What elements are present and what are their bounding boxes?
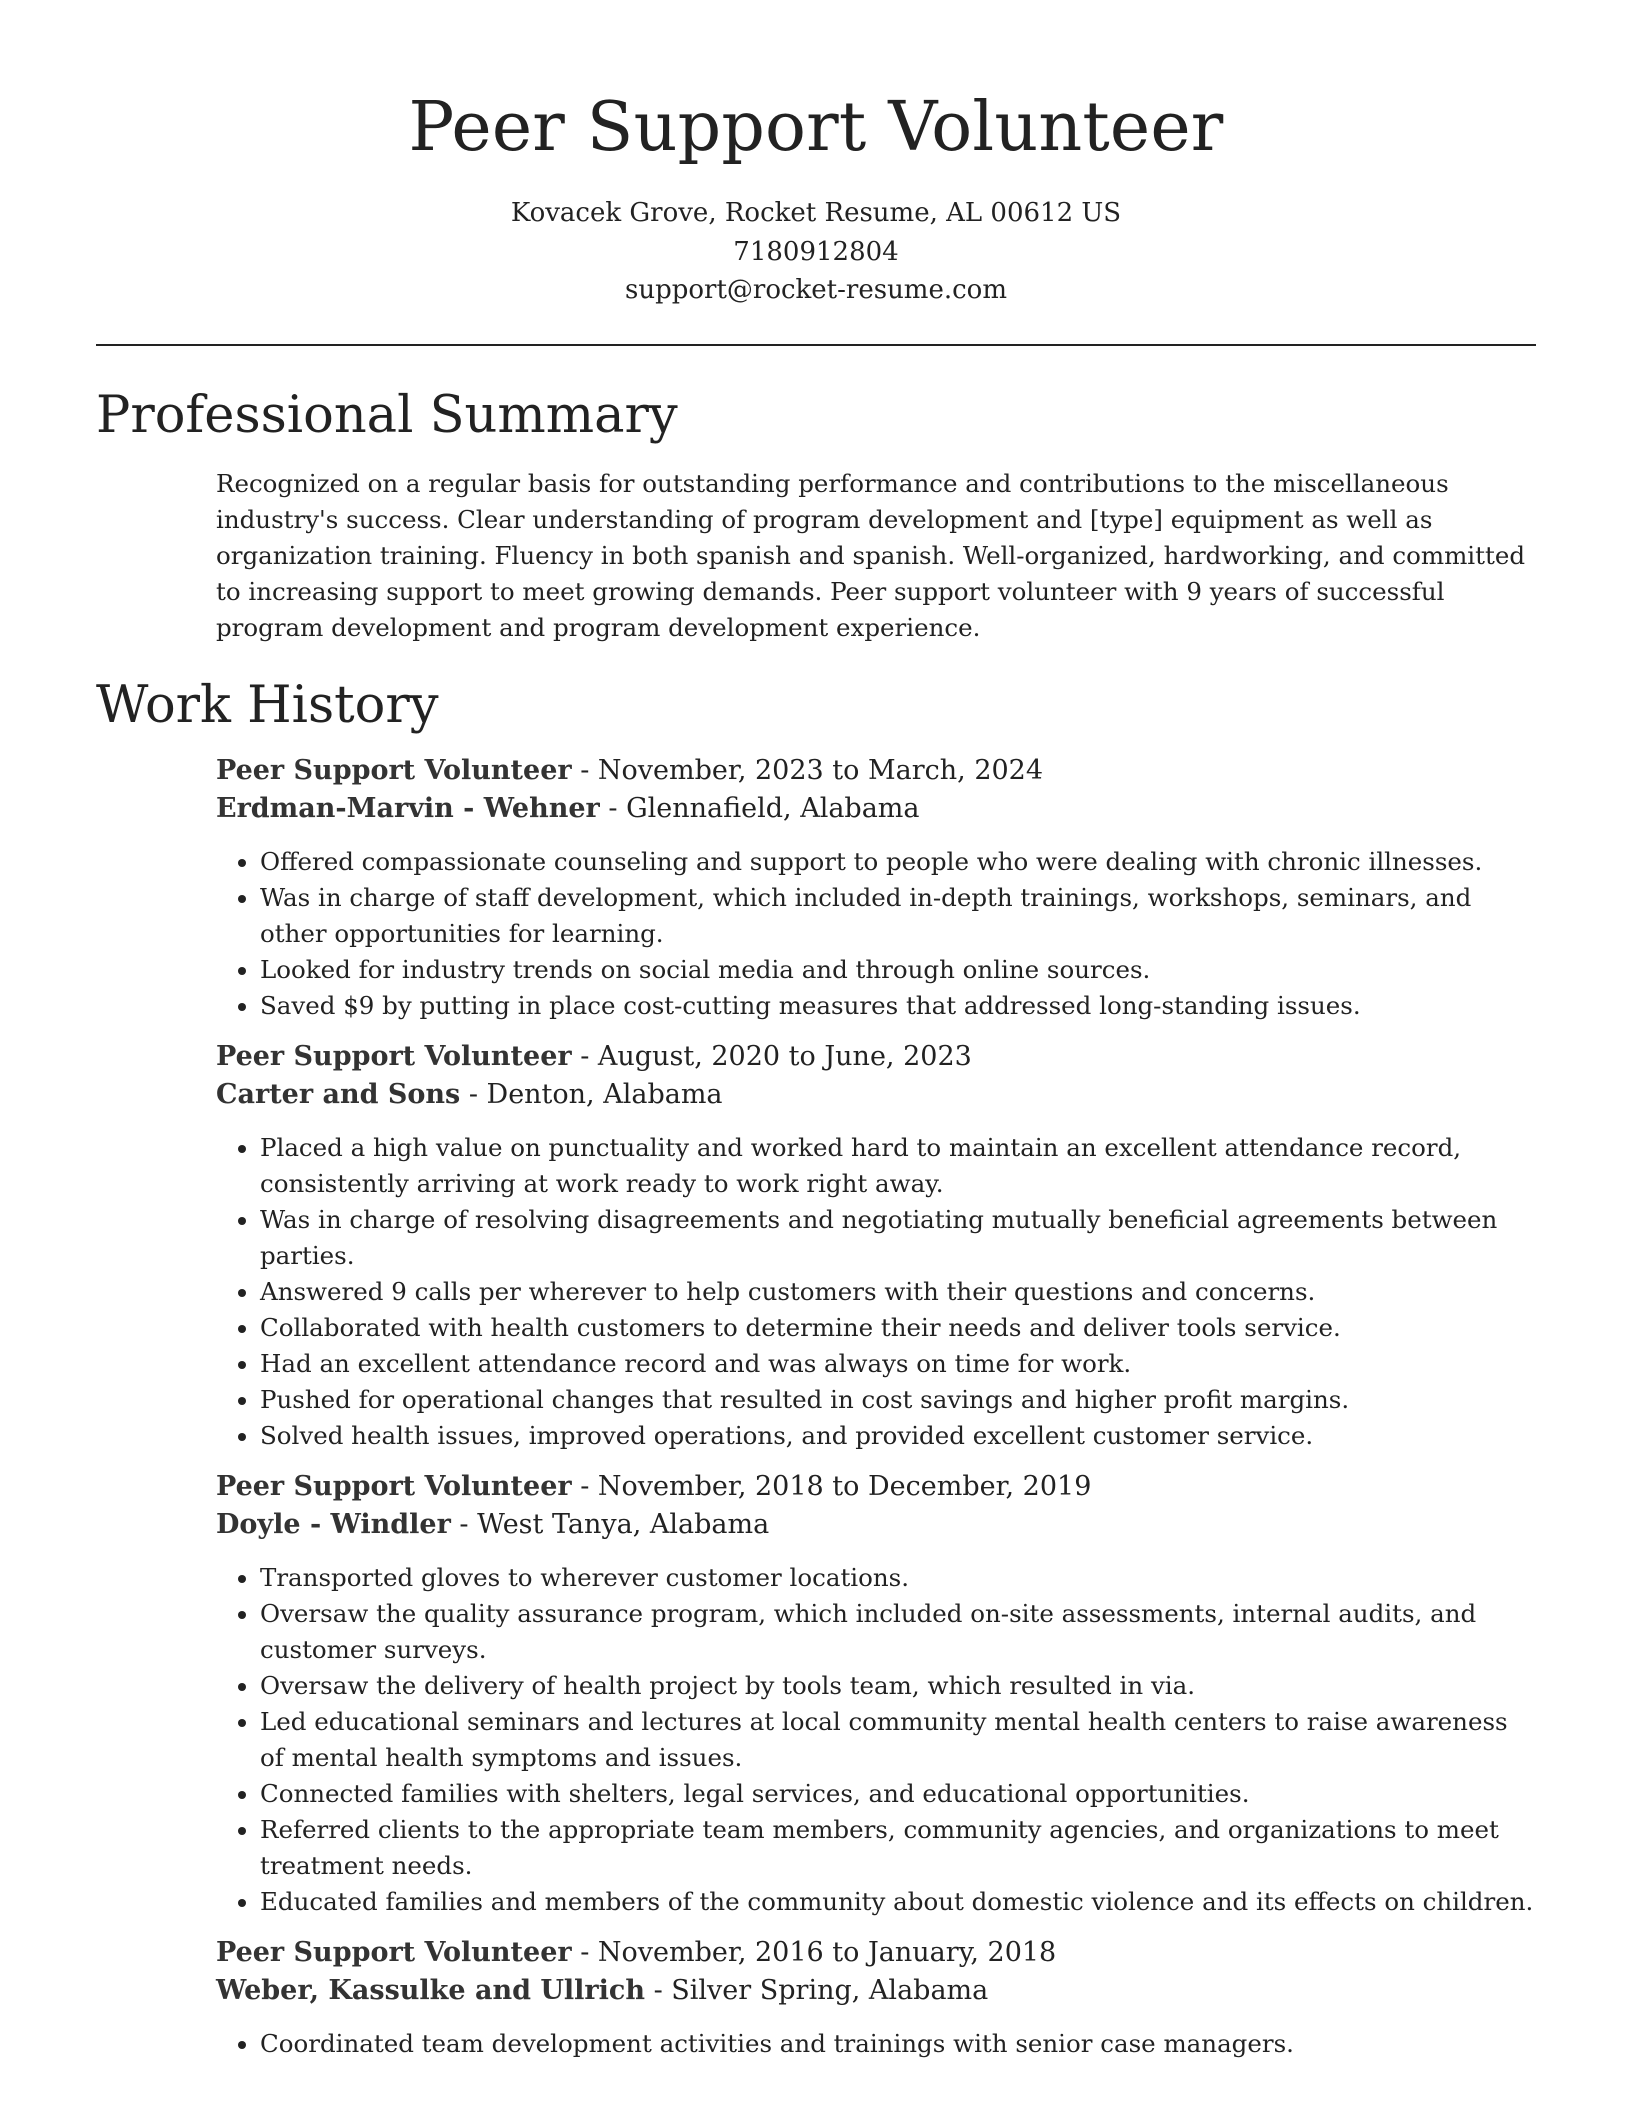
job-location: West Tanya, Alabama <box>477 1508 770 1540</box>
job-title-line <box>216 752 1536 790</box>
job-company: Carter and Sons <box>216 1078 461 1110</box>
job-location-separator: - <box>459 1508 478 1540</box>
job-dates-separator: - <box>580 754 598 786</box>
job-bullet: • Was in charge of resolving disagreements and negotiating mutually beneficial agreements between parties. <box>260 1202 1536 1274</box>
job-company-line <box>216 1506 1536 1544</box>
job-dates: November, 2018 to December, 2019 <box>597 1470 1092 1502</box>
job-bullet: • Transported gloves to wherever customer locations. <box>260 1560 1536 1596</box>
job-dates-separator: - <box>580 1470 598 1502</box>
job-entry <box>216 752 1536 1024</box>
job-bullets <box>216 1130 1536 1454</box>
header-divider <box>96 344 1536 346</box>
job-title: Peer Support Volunteer <box>216 1040 572 1072</box>
resume-page <box>96 0 1536 2062</box>
job-bullet: • Was in charge of staff development, which included in-depth trainings, workshops, seminars, and other opportunities for learning. <box>260 880 1536 952</box>
summary-heading: Professional Summary <box>96 385 678 445</box>
job-entry <box>216 1468 1536 1920</box>
job-bullet: • Collaborated with health customers to determine their needs and deliver tools service. <box>260 1310 1536 1346</box>
job-bullet: • Had an excellent attendance record and was always on time for work. <box>260 1346 1536 1382</box>
job-company: Erdman-Marvin - Wehner <box>216 792 600 824</box>
job-bullet: • Looked for industry trends on social media and through online sources. <box>260 952 1536 988</box>
job-location: Glennafield, Alabama <box>626 792 920 824</box>
job-bullet: • Coordinated team development activities and trainings with senior case managers. <box>260 2026 1536 2062</box>
job-bullet: • Offered compassionate counseling and support to people who were dealing with chronic illnesses. <box>260 844 1536 880</box>
job-bullets <box>216 1560 1536 1920</box>
job-title-line <box>216 1934 1536 1972</box>
work-history-list <box>216 752 1536 2062</box>
job-bullet: • Solved health issues, improved operations, and provided excellent customer service. <box>260 1418 1536 1454</box>
job-company: Weber, Kassulke and Ullrich <box>216 1974 645 2006</box>
job-location-separator: - <box>468 1078 487 1110</box>
job-bullet: • Connected families with shelters, legal services, and educational opportunities. <box>260 1776 1536 1812</box>
summary-text: Recognized on a regular basis for outstanding performance and contributions to the miscellaneous industry's success. Clear understanding of program development and [type] equipment as well as organization training. Fluency in both spanish and spanish. Well-organized, hardworking, and committed to increasing support to meet growing demands. Peer support volunteer with 9 years of successful program development and program development experience. <box>216 468 1526 642</box>
job-company-line <box>216 790 1536 828</box>
job-bullet: • Pushed for operational changes that resulted in cost savings and higher profit margins. <box>260 1382 1536 1418</box>
job-dates: November, 2016 to January, 2018 <box>597 1936 1057 1968</box>
job-dates: November, 2023 to March, 2024 <box>597 754 1044 786</box>
contact-block <box>96 194 1536 310</box>
job-bullets <box>216 844 1536 1024</box>
job-location-separator: - <box>653 1974 672 2006</box>
job-dates-separator: - <box>580 1936 598 1968</box>
job-dates-separator: - <box>580 1040 598 1072</box>
resume-name: Peer Support Volunteer <box>408 88 1224 167</box>
job-location: Silver Spring, Alabama <box>671 1974 989 2006</box>
contact-phone: 7180912804 <box>733 236 899 267</box>
job-bullet: • Led educational seminars and lectures at local community mental health centers to raise awareness of mental health symptoms and issues. <box>260 1704 1536 1776</box>
job-entry <box>216 1038 1536 1454</box>
job-bullet: • Oversaw the delivery of health project by tools team, which resulted in via. <box>260 1668 1536 1704</box>
job-company-line <box>216 1972 1536 2010</box>
job-bullet: • Referred clients to the appropriate team members, community agencies, and organizations to meet treatment needs. <box>260 1812 1536 1884</box>
job-company-line <box>216 1076 1536 1114</box>
job-dates: August, 2020 to June, 2023 <box>597 1040 972 1072</box>
job-title-line <box>216 1038 1536 1076</box>
job-title: Peer Support Volunteer <box>216 1936 572 1968</box>
job-bullet: • Educated families and members of the community about domestic violence and its effects on children. <box>260 1884 1536 1920</box>
job-bullet: • Placed a high value on punctuality and worked hard to maintain an excellent attendance record, consistently arriving at work ready to work right away. <box>260 1130 1536 1202</box>
contact-address: Kovacek Grove, Rocket Resume, AL 00612 US <box>510 198 1122 228</box>
job-title: Peer Support Volunteer <box>216 754 572 786</box>
work-history-heading: Work History <box>96 675 439 735</box>
job-bullet: • Answered 9 calls per wherever to help customers with their questions and concerns. <box>260 1274 1536 1310</box>
job-bullets <box>216 2026 1536 2062</box>
contact-email: support@rocket-resume.com <box>624 275 1007 305</box>
job-bullet: • Saved $9 by putting in place cost-cutting measures that addressed long-standing issues. <box>260 988 1536 1024</box>
job-location-separator: - <box>608 792 627 824</box>
job-bullet: • Oversaw the quality assurance program, which included on-site assessments, internal audits, and customer surveys. <box>260 1596 1536 1668</box>
job-title-line <box>216 1468 1536 1506</box>
job-entry <box>216 1934 1536 2062</box>
job-location: Denton, Alabama <box>486 1078 723 1110</box>
job-company: Doyle - Windler <box>216 1508 451 1540</box>
job-title: Peer Support Volunteer <box>216 1470 572 1502</box>
